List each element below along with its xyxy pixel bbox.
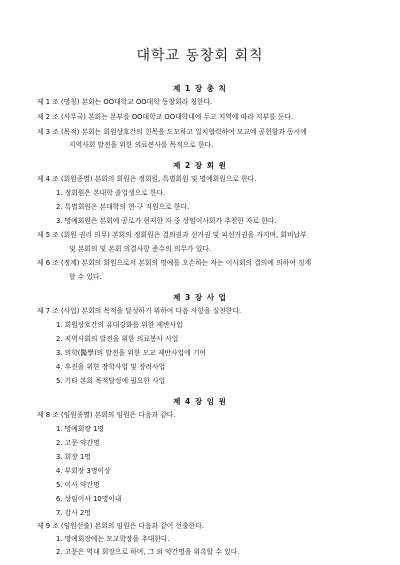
article-3: 제 3 조 (목적) 본회는 회원상호간의 친목을 도모하고 일치협력하여 모교에 공헌함과 동시에 <box>37 128 307 136</box>
list-item: 3. 회장 1명 <box>56 453 91 461</box>
list-item: 1. 명예회장에는 모교학장을 추대한다. <box>56 535 170 543</box>
list-item: 2. 고문은 역대 회장으로 하며, 그 외 약간명을 위촉할 수 있다. <box>56 548 240 556</box>
list-item: 3. 명예회원은 본회에 공로가 현저한 자 중 상임이사회가 추천한 자로 한다. <box>56 217 277 225</box>
chapter-heading: 제 3 장 사 업 <box>173 293 227 302</box>
article-9: 제 9 조 (임원선출) 본회의 임원은 다음과 같이 선출한다. <box>37 522 204 530</box>
chapter-heading: 제 2 장 회 원 <box>173 161 227 170</box>
list-item: 6. 상임이사 10명이내 <box>56 495 122 503</box>
chapter-heading: 제 1 장 총 칙 <box>173 84 227 93</box>
list-item: 4. 부회장 3명이상 <box>56 467 111 475</box>
article-5-continuation: 및 본회의 및 본회 의결사항 준수의 의무가 있다. <box>69 245 212 253</box>
list-item: 1. 회원상호간의 유대강화를 위한 제반사업 <box>56 321 183 329</box>
article-3-continuation: 지역사회 발전을 위한 의료봉사를 목적으로 한다. <box>69 141 214 149</box>
article-7: 제 7 조 (사업) 본회의 목적을 달성하기 위하여 다음 사항을 실천한다. <box>37 307 242 315</box>
article-8: 제 8 조 (임원종별) 본회의 임원은 다음과 같다. <box>37 411 176 419</box>
list-item: 2. 지역사회의 발전을 위한 의료봉사 사업 <box>56 335 179 343</box>
article-1: 제 1 조 (명칭) 본회는 OO대학교 OO대학 동창회라 칭한다. <box>37 98 213 106</box>
list-item: 4. 후진을 위한 장학사업 및 장려사업 <box>56 363 166 371</box>
list-item: 5. 이사 약간명 <box>56 481 100 489</box>
article-5: 제 5 조 (회원 권리 의무) 본회의 정회원은 결의권과 선거권 및 피선거권을 가지며, 회비납부 <box>37 231 307 239</box>
list-item: 2. 특별회원은 본대학의 현·구 직원으로 한다. <box>56 203 190 211</box>
list-item: 2. 고문 약간명 <box>56 439 100 447</box>
article-2: 제 2 조 (사무국) 본회는 본부를 OO대학교 OO대학내에 두고 지역에 따라 지부를 둔다. <box>37 113 294 121</box>
list-item: 3. 의학(醫學)의 발전을 위한 모교 제반사업에 기여 <box>56 349 206 357</box>
list-item: 1. 정회원은 본대학 졸업생으로 한다. <box>56 189 166 197</box>
list-item: 1. 명예회장 1명 <box>56 425 104 433</box>
document-title: 대학교 동창회 회칙 <box>136 48 264 64</box>
article-4: 제 4 조 (회원종별) 본회의 회원은 정회원, 특별회원 및 명예회원으로 한다. <box>37 175 257 183</box>
chapter-heading: 제 4 장 임 원 <box>173 397 227 406</box>
article-6-continuation: 할 수 있다. <box>69 273 102 281</box>
article-6: 제 6 조 (징계) 본회의 회원으로서 본회의 명예를 오손하는 자는 이사회의 결의에 의하여 징계 <box>37 259 312 267</box>
list-item: 5. 기타 본회 목적달성에 필요한 사업 <box>56 377 166 385</box>
list-item: 7. 감사 2명 <box>56 509 91 517</box>
